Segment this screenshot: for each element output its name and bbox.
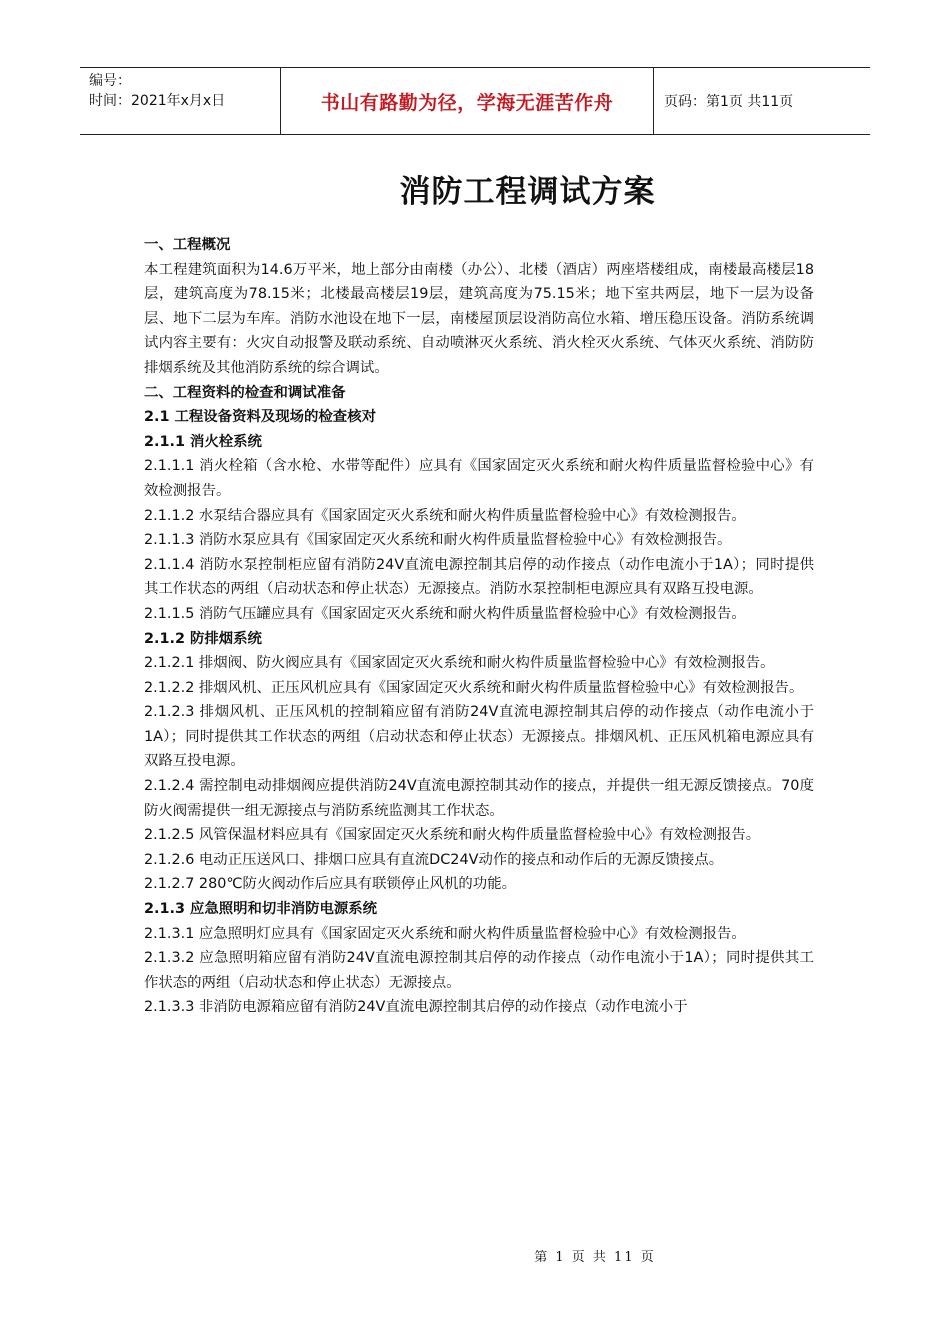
body-paragraph: 2.1.3.3 非消防电源箱应留有消防24V直流电源控制其启停的动作接点（动作电流小于 [144, 999, 688, 1016]
body-paragraph: 2.1.2.7 280℃防火阀动作后应具有联锁停止风机的功能。 [144, 876, 516, 893]
body-paragraph: 2.1.2.6 电动正压送风口、排烟口应具有直流DC24V动作的接点和动作后的无源反馈接点。 [144, 851, 724, 868]
body-paragraph: 2.1.1.4 消防水泵控制柜应留有消防24V直流电源控制其启停的动作接点（动作电流小于1A）；同时提供其工作状态的两组（启动状态和停止状态）无源接点。消防水泵控制柜电源应具有双路互投电源。 [144, 556, 814, 598]
body-paragraph: 2.1.2.2 排烟风机、正压风机应具有《国家固定灭火系统和耐火构件质量监督检验中心》有效检测报告。 [144, 679, 804, 696]
document-date: 时间：2021年x月x日 [89, 93, 226, 109]
section-heading: 2.1 工程设备资料及现场的检查核对 [144, 409, 376, 426]
header-page-info: 页码：第1页 共11页 [664, 94, 794, 110]
page-footer: 第 1 页 共 11 页 [534, 1250, 656, 1265]
section-heading: 二、工程资料的检查和调试准备 [144, 384, 346, 401]
body-paragraph: 2.1.2.3 排烟风机、正压风机的控制箱应留有消防24V直流电源控制其启停的动作接点（动作电流小于1A）；同时提供其工作状态的两组（启动状态和停止状态）无源接点。排烟风机、正压风机箱电源应具有双路互投电源。 [144, 704, 814, 770]
document-body [144, 233, 814, 1020]
page-header [80, 67, 870, 135]
section-heading: 2.1.3 应急照明和切非消防电源系统 [144, 901, 378, 918]
body-paragraph: 本工程建筑面积为14.6万平米，地上部分由南楼（办公）、北楼（酒店）两座塔楼组成，南楼最高楼层18层，建筑高度为78.15米；北楼最高楼层19层，建筑高度为75.15米；地下室共两层，地下一层为设备层、地下二层为车库。消防水池设在地下一层，南楼屋顶层设消防高位水箱、增压稳压设备。消防系统调试内容主要有：火灾自动报警及联动系统、自动喷淋灭火系统、消火栓灭火系统、气体灭火系统、消防防排烟系统及其他消防系统的综合调试。 [144, 261, 814, 376]
header-motto: 书山有路勤为径，学海无涯苦作舟 [281, 68, 654, 134]
header-meta [80, 68, 281, 134]
body-paragraph: 2.1.3.1 应急照明灯应具有《国家固定灭火系统和耐火构件质量监督检验中心》有效检测报告。 [144, 925, 746, 942]
body-paragraph: 2.1.1.5 消防气压罐应具有《国家固定灭火系统和耐火构件质量监督检验中心》有效检测报告。 [144, 605, 746, 622]
section-heading: 2.1.1 消火栓系统 [144, 433, 262, 450]
body-paragraph: 2.1.3.2 应急照明箱应留有消防24V直流电源控制其启停的动作接点（动作电流小于1A）；同时提供其工作状态的两组（启动状态和停止状态）无源接点。 [144, 950, 814, 991]
document-number-label: 编号： [89, 73, 131, 89]
body-paragraph: 2.1.1.2 水泵结合器应具有《国家固定灭火系统和耐火构件质量监督检验中心》有效检测报告。 [144, 507, 746, 524]
body-paragraph: 2.1.1.1 消火栓箱（含水枪、水带等配件）应具有《国家固定灭火系统和耐火构件质量监督检验中心》有效检测报告。 [144, 458, 814, 499]
section-heading: 一、工程概况 [144, 237, 231, 253]
body-paragraph: 2.1.2.1 排烟阀、防火阀应具有《国家固定灭火系统和耐火构件质量监督检验中心》有效检测报告。 [144, 655, 775, 672]
body-paragraph: 2.1.1.3 消防水泵应具有《国家固定灭火系统和耐火构件质量监督检验中心》有效检测报告。 [144, 532, 732, 549]
section-heading: 2.1.2 防排烟系统 [144, 630, 262, 647]
body-paragraph: 2.1.2.5 风管保温材料应具有《国家固定灭火系统和耐火构件质量监督检验中心》有效检测报告。 [144, 827, 761, 844]
body-paragraph: 2.1.2.4 需控制电动排烟阀应提供消防24V直流电源控制其动作的接点，并提供一组无源反馈接点。70度防火阀需提供一组无源接点与消防系统监测其工作状态。 [144, 778, 814, 819]
document-title: 消防工程调试方案 [399, 174, 656, 210]
